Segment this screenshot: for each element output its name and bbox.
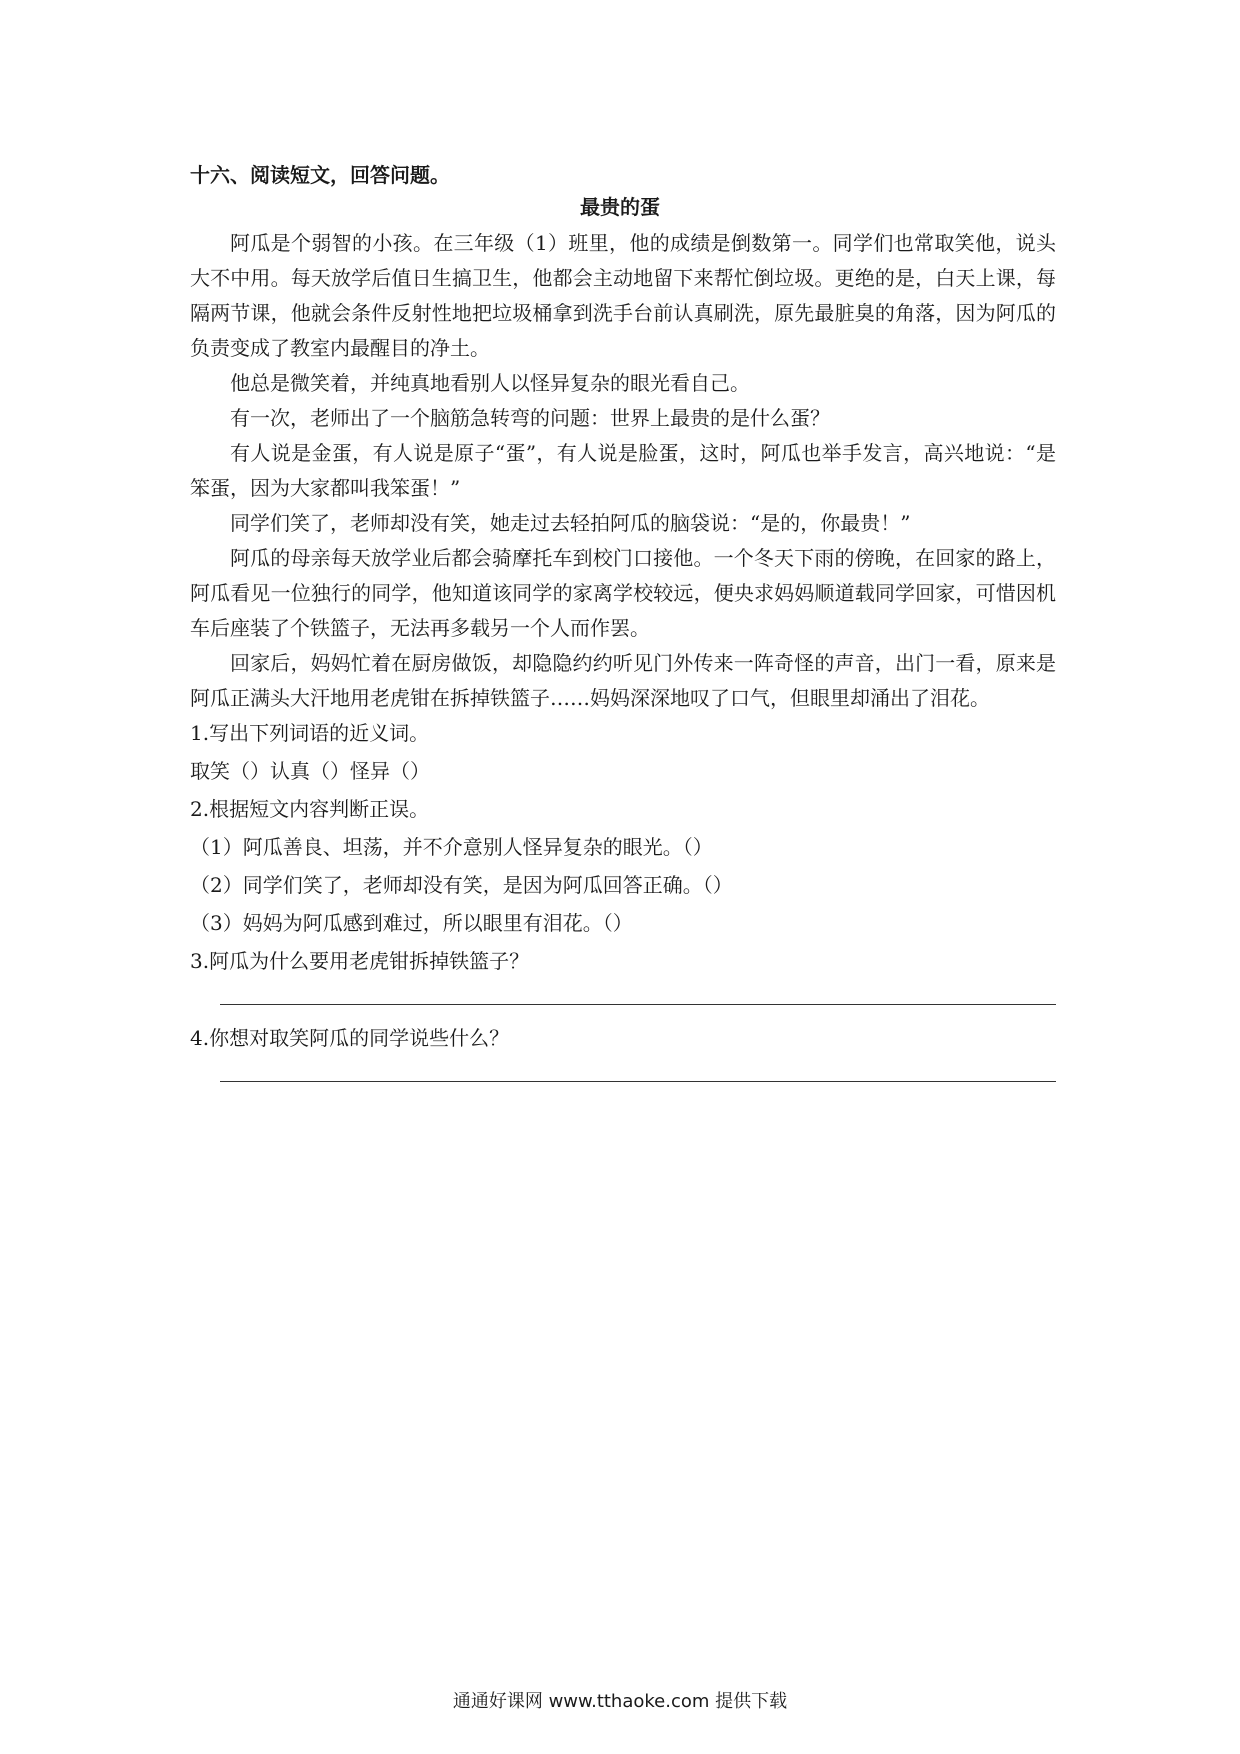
passage-paragraph: 回家后，妈妈忙着在厨房做饭，却隐隐约约听见门外传来一阵奇怪的声音，出门一看，原来是阿瓜正满头大汗地用老虎钳在拆掉铁篮子……妈妈深深地叹了口气，但眼里却涌出了泪花。 — [190, 651, 1056, 710]
questions-section — [190, 718, 1056, 1100]
question-1: 1.写出下列词语的近义词。 — [190, 721, 430, 745]
question-2-item: （1）阿瓜善良、坦荡，并不介意别人怪异复杂的眼光。（） — [190, 835, 713, 859]
question-2-item: （2）同学们笑了，老师却没有笑，是因为阿瓜回答正确。（） — [190, 873, 733, 897]
question-2-item: （3）妈妈为阿瓜感到难过，所以眼里有泪花。（） — [190, 911, 633, 935]
passage-paragraph: 阿瓜是个弱智的小孩。在三年级（1）班里，他的成绩是倒数第一。同学们也常取笑他，说头大不中用。每天放学后值日生搞卫生，他都会主动地留下来帮忙倒垃圾。更绝的是，白天上课，每隔两节课，他就会条件反射性地把垃圾桶拿到洗手台前认真刷洗，原先最脏臭的角落，因为阿瓜的负责变成了教室内最醒目的净土。 — [190, 231, 1056, 360]
passage-paragraph: 他总是微笑着，并纯真地看别人以怪异复杂的眼光看自己。 — [230, 371, 750, 395]
question-1-words: 取笑（）认真（）怪异（） — [190, 759, 430, 783]
passage-paragraph: 有人说是金蛋，有人说是原子“蛋”，有人说是脸蛋，这时，阿瓜也举手发言，高兴地说：“是笨蛋，因为大家都叫我笨蛋！” — [190, 441, 1056, 500]
section-title: 十六、阅读短文，回答问题。 — [190, 163, 450, 187]
passage-paragraph: 同学们笑了，老师却没有笑，她走过去轻拍阿瓜的脑袋说：“是的，你最贵！” — [230, 511, 911, 535]
passage-paragraph: 阿瓜的母亲每天放学业后都会骑摩托车到校门口接他。一个冬天下雨的傍晚，在回家的路上，阿瓜看见一位独行的同学，他知道该同学的家离学校较远，便央求妈妈顺道载同学回家，可惜因机车后座装了个铁篮子，无法再多载另一个人而作罢。 — [190, 546, 1056, 640]
passage-title: 最贵的蛋 — [580, 195, 660, 219]
answer-line — [220, 1002, 1056, 1005]
question-3: 3.阿瓜为什么要用老虎钳拆掉铁篮子？ — [190, 949, 530, 973]
question-4: 4.你想对取笑阿瓜的同学说些什么？ — [190, 1026, 510, 1050]
question-2: 2.根据短文内容判断正误。 — [190, 797, 430, 821]
passage-body — [190, 226, 1056, 716]
answer-line — [220, 1079, 1056, 1082]
footer-text: 通通好课网 www.tthaoke.com 提供下载 — [452, 1691, 788, 1712]
passage-paragraph: 有一次，老师出了一个脑筋急转弯的问题：世界上最贵的是什么蛋？ — [230, 406, 830, 430]
